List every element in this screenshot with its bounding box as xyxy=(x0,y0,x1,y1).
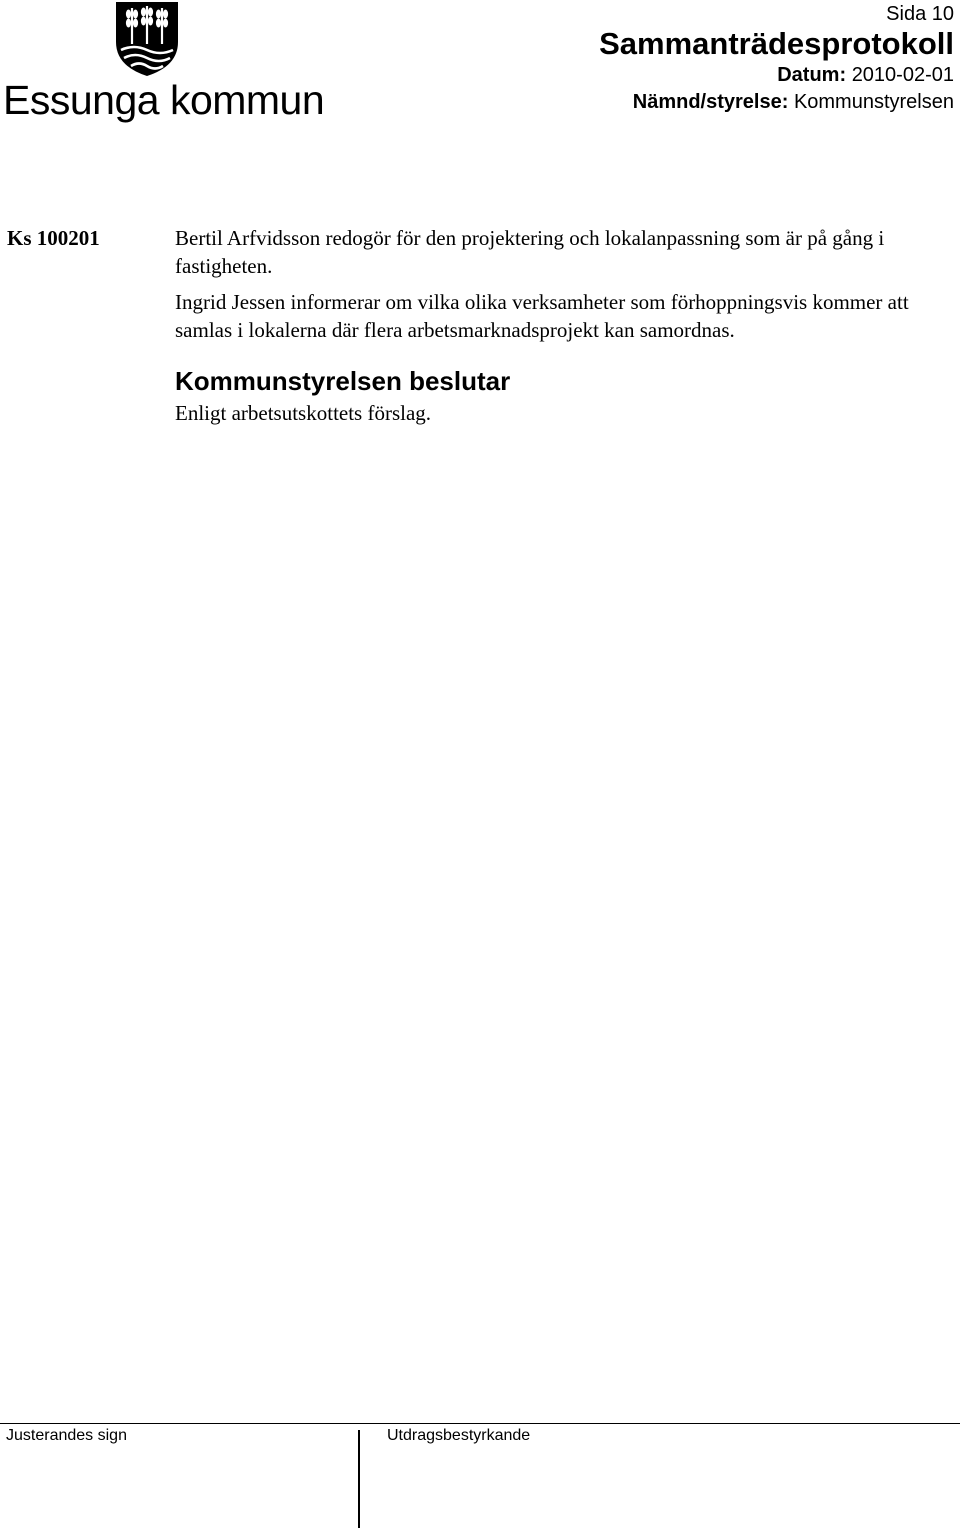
utdragsbestyrkande-label: Utdragsbestyrkande xyxy=(387,1427,531,1444)
item-body xyxy=(175,224,935,427)
decision-text: Enligt arbetsutskottets förslag. xyxy=(175,401,432,425)
justerandes-sign-label: Justerandes sign xyxy=(6,1427,127,1444)
date-label: Datum: xyxy=(777,64,847,86)
coat-of-arms-icon xyxy=(113,0,181,78)
footer-column-separator xyxy=(358,1430,360,1528)
board-label: Nämnd/styrelse: xyxy=(632,91,789,113)
decision-heading: Kommunstyrelsen beslutar xyxy=(175,366,511,396)
board-value: Kommunstyrelsen xyxy=(793,91,954,113)
board-line xyxy=(633,90,954,114)
paragraph: Ingrid Jessen informerar om vilka olika verksamheter som förhoppningsvis kommer att samlas i lokalerna där flera arbetsmarknadsprojekt kan samordnas. xyxy=(175,290,909,342)
case-id: Ks 100201 xyxy=(7,226,100,250)
organization-name: Essunga kommun xyxy=(3,77,325,123)
municipality-logo xyxy=(0,0,325,125)
date-value: 2010-02-01 xyxy=(851,64,954,86)
date-line xyxy=(777,63,954,87)
paragraph: Bertil Arfvidsson redogör för den projektering och lokalanpassning som är på gång i fastigheten. xyxy=(175,226,885,278)
footer-divider xyxy=(0,1423,960,1424)
document-title: Sammanträdesprotokoll xyxy=(599,26,954,61)
page-number: Sida 10 xyxy=(886,3,954,25)
